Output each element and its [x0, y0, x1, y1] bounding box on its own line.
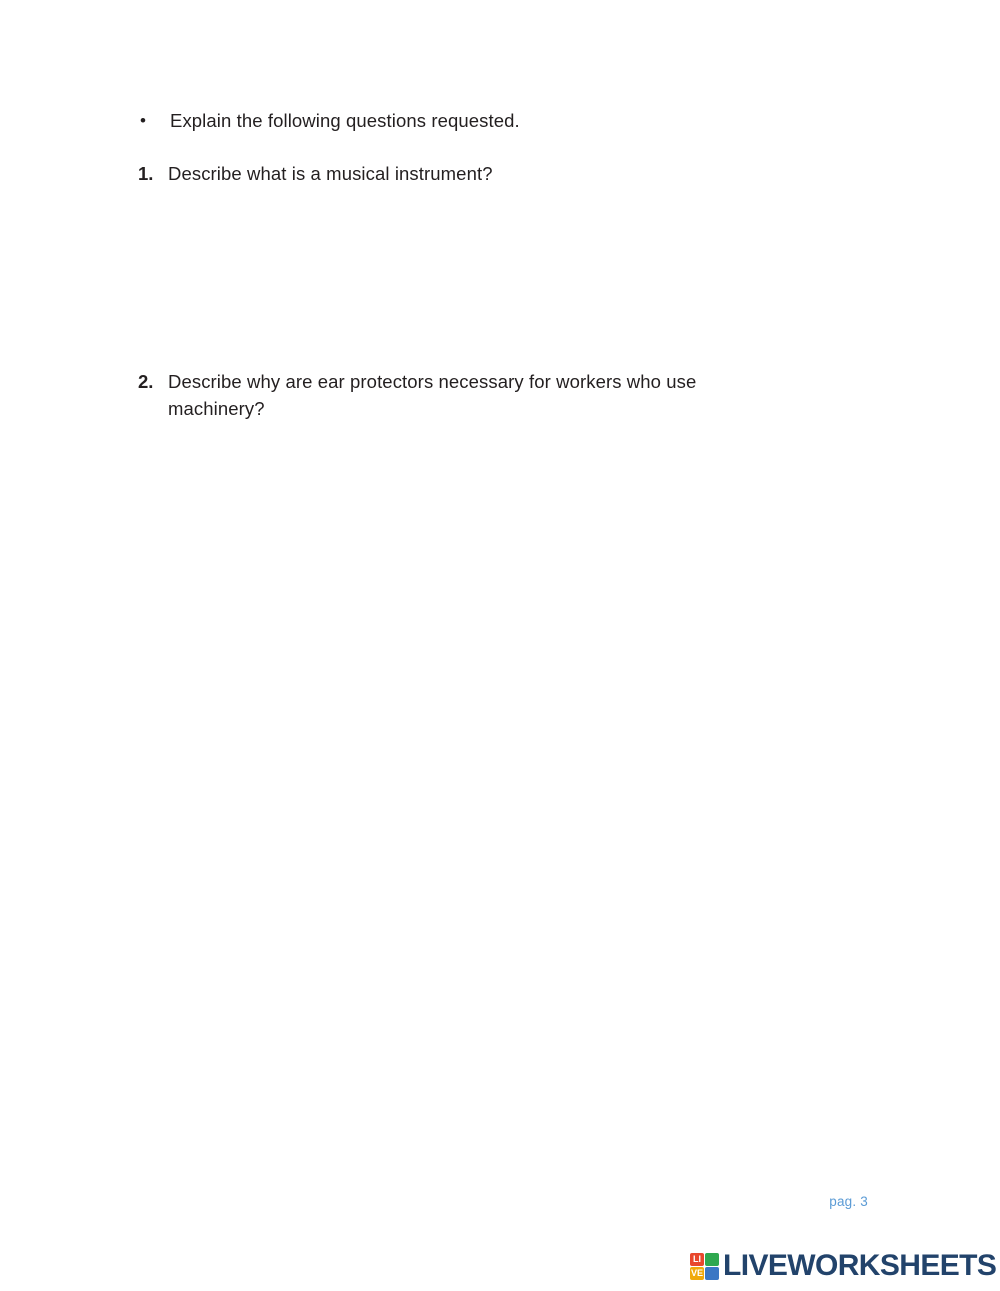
bullet-icon: • — [140, 111, 146, 130]
question-1 — [138, 160, 868, 187]
page-number-label: pag. 3 — [829, 1194, 868, 1209]
instruction-line — [138, 108, 868, 134]
logo-wordmark: LIVEWORKSHEETS — [723, 1249, 997, 1282]
answer-space-1[interactable] — [138, 187, 868, 368]
logo-cubes-icon — [690, 1253, 719, 1280]
question-2-number: 2. — [138, 371, 154, 392]
logo-cube-li: LI — [690, 1253, 704, 1266]
logo-cube-ve: VE — [690, 1267, 703, 1278]
question-2-text: Describe why are ear protectors necessary for workers who use machinery? — [168, 371, 697, 419]
instruction-text: Explain the following questions requested. — [170, 110, 520, 131]
worksheet-content — [138, 108, 868, 422]
liveworksheets-logo — [690, 1246, 996, 1286]
logo-cube-blank-2 — [705, 1267, 719, 1280]
question-1-text: Describe what is a musical instrument? — [168, 163, 493, 184]
question-2 — [138, 368, 868, 422]
question-1-number: 1. — [138, 163, 154, 184]
logo-cube-blank-1 — [705, 1253, 719, 1266]
